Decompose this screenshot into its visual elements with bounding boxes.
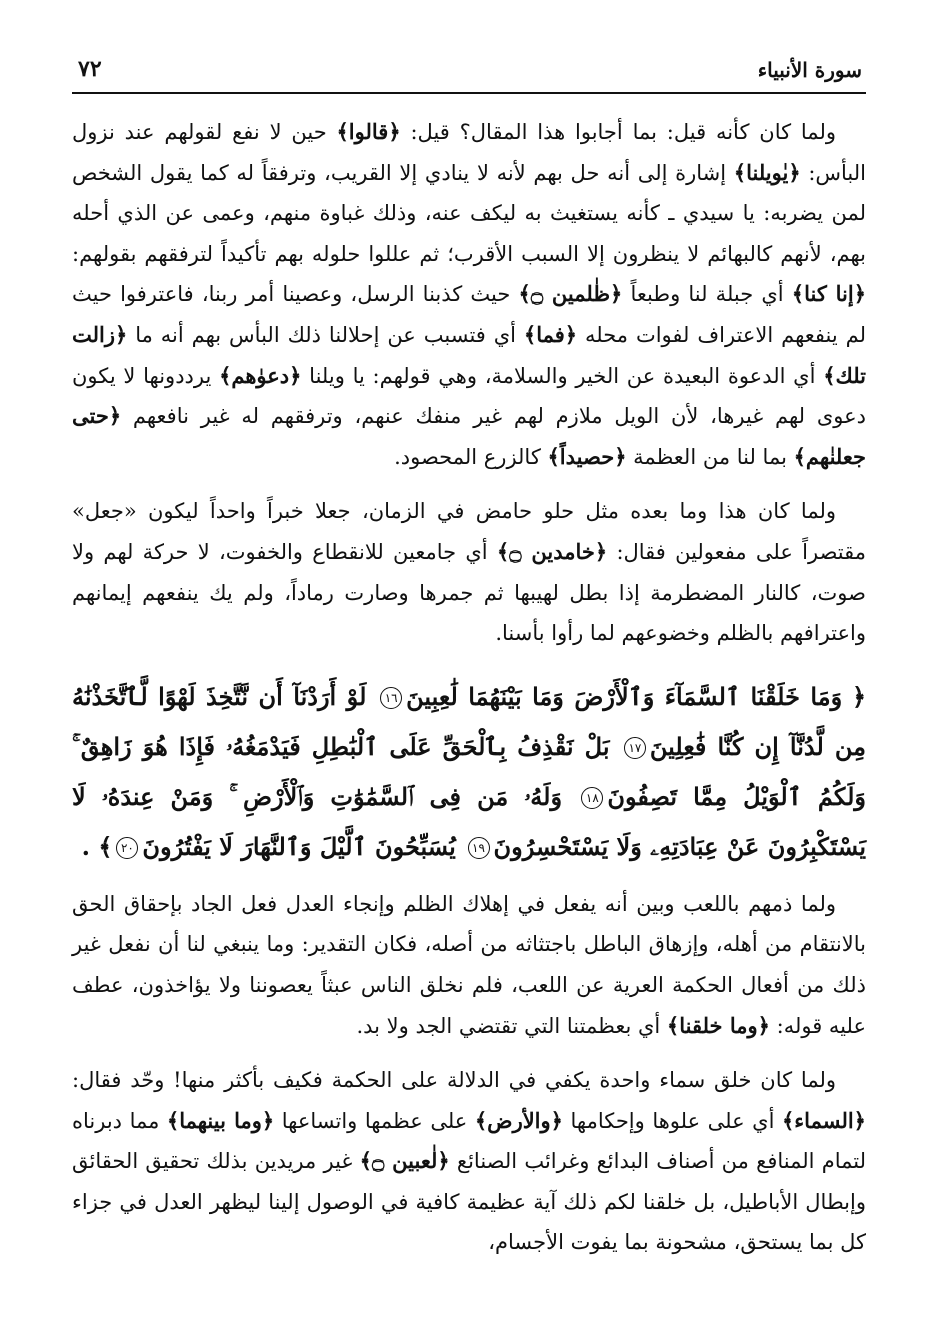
quran-quote: ﴿حتى جعلنٰهم﴾	[72, 403, 866, 469]
quran-quote: ﴿ظٰلمين ۝﴾	[518, 281, 623, 307]
text-run: أي جامعين للانقطاع والخفوت، لا حركة لهم ولا صوت، كالنار المضطرمة إذا بطل لهيبها ثم جمرها وصارت رماداً، ولم يك ينفعهم إيمانهم واعترافهم بالظلم وخضوعهم لما رأوا بأسنا.	[72, 539, 866, 646]
quran-quote: ﴿قالوا﴾	[336, 119, 401, 144]
page-number: ٧٢	[78, 56, 102, 82]
quran-quote: ﴿يٰويلنا﴾	[733, 159, 801, 185]
ayah-number-marker: ١٩	[468, 837, 490, 859]
quran-quote: ﴿والأرض﴾	[474, 1107, 563, 1133]
text-run: ولما ذمهم باللعب وبين أنه يفعل في إهلاك الظلم وإنجاء العدل فعل الجاد بإحقاق الحق بالانتقام من أهله، وإزهاق الباطل باجتثاثه من أصله، فكان التقدير: وما ينبغي لنا أن نفعل غير ذلك من أفعال الحكمة العرية عن اللعب، فلم نخلق الناس عبثاً يعصوننا ولا يؤاخذون، عطف عليه قوله:	[72, 891, 866, 1038]
quran-quote: ﴿خامدين ۝﴾	[496, 538, 608, 564]
page-body	[72, 112, 866, 1263]
text-run: أي الدعوة البعيدة عن الخير والسلامة، وهي قولهم: يا ويلنا	[301, 363, 824, 388]
quran-quote: ﴿إنا كنا﴾	[791, 281, 867, 307]
verse-16: وَمَا خَلَقْنَا ٱلسَّمَآءَ وَٱلْأَرْضَ وَمَا بَيْنَهُمَا لَٰعِبِينَ	[406, 681, 843, 711]
text-run: إشارة إلى أنه حل بهم لأنه لا ينادي إلا القريب، وترفقاً له كما يقول الشخص لمن يضربه: يا سيدي ـ كأنه يستغيث به ليكف عنه، وذلك غباوة منهم، وعمى عن الذي أحله بهم، لأنهم كالبهائم لا ينظرون إلا السبب الأقرب؛ ثم عللوا حلوله بهم تأكيداً لترفقهم بقولهم:	[72, 160, 866, 266]
verse-20: يُسَبِّحُونَ ٱلَّيْلَ وَٱلنَّهَارَ لَا يَفْتُرُونَ	[142, 831, 456, 861]
quran-quote: ﴿وما بينهما﴾	[166, 1107, 275, 1133]
commentary-paragraph-4	[72, 1060, 866, 1263]
verse-17: لَوْ أَرَدْنَآ أَن نَّتَّخِذَ لَهْوًا لَّٱتَّخَذْنَٰهُ مِن لَّدُنَّآ إِن كُنَّا فَٰعِلِينَ	[72, 681, 867, 761]
ayah-number-marker: ١٨	[581, 787, 603, 809]
text-run: على عظمها واتساعها	[274, 1108, 475, 1133]
commentary-paragraph-3	[72, 884, 866, 1046]
quran-quote: ﴿السماء﴾	[782, 1107, 866, 1133]
text-run: ولما كان هذا وما بعده مثل حلو حامض في الزمان، جعلا خبراً واحداً ليكون «جعل» مقتصراً على مفعولين فقال:	[72, 499, 866, 564]
text-run: حيث كذبنا الرسل، وعصينا أمر ربنا، فاعترفوا حيث لم ينفعهم الاعتراف لفوات محله	[72, 282, 866, 347]
quran-verses-block	[72, 672, 866, 872]
quran-quote: ﴿لٰعبين ۝﴾	[359, 1148, 450, 1174]
verse-18: بَلْ نَقْذِفُ بِٱلْحَقِّ عَلَى ٱلْبَٰطِلِ فَيَدْمَغُهُۥ فَإِذَا هُوَ زَاهِقٌ ۚ وَلَكُمُ ٱلْوَيْلُ مِمَّا تَصِفُونَ	[72, 731, 866, 811]
text-run: كالزرع المحصود.	[394, 444, 548, 469]
quran-quote: ﴿حصيداً﴾	[547, 443, 627, 469]
commentary-paragraph-1	[72, 112, 866, 477]
text-run: بما لنا من العظمة	[626, 444, 794, 469]
text-run: أي على علوها وإحكامها	[562, 1108, 782, 1133]
quran-quote: ﴿وما خلقنا﴾	[666, 1012, 770, 1038]
text-run: مما دبرناه لتمام المنافع من أصناف البدائع وغرائب الصنائع	[72, 1108, 866, 1174]
ayah-number-marker: ١٧	[624, 737, 646, 759]
text-run: يرددونها لا يكون دعوى لهم غيرها، لأن الويل ملازم لهم غير منفك عنهم، وترفقهم له غير نافعهم	[72, 363, 866, 429]
text-run: حين لا نفع لقولهم عند نزول البأس:	[72, 120, 866, 185]
ayah-number-marker: ٢٠	[116, 837, 138, 859]
verse-bracket-open: ﴿	[851, 681, 866, 711]
text-run: غير مريدين بذلك تحقيق الحقائق وإبطال الأباطيل، بل خلقنا لكم ذلك آية عظيمة كافية في الوصول إلينا ليظهر العدل في جزاء كل بما يستحق، مشحونة بما يفوت الأجسام،	[72, 1149, 866, 1255]
commentary-paragraph-2	[72, 491, 866, 653]
text-run: أي جبلة لنا وطبعاً	[622, 282, 792, 307]
verse-19: وَلَهُۥ مَن فِى ٱلسَّمَٰوَٰتِ وَٱلْأَرْضِ ۚ وَمَنْ عِندَهُۥ لَا يَسْتَكْبِرُونَ عَنْ عِبَادَتِهِۦ وَلَا يَسْتَحْسِرُونَ	[72, 781, 866, 861]
verse-bracket-close: ﴾ .	[81, 831, 113, 861]
text-run: ولما كان خلق سماء واحدة يكفي في الدلالة على الحكمة فكيف بأكثر منها! وحّد فقال:	[72, 1068, 836, 1093]
page-header	[72, 52, 866, 94]
text-run: ولما كان كأنه قيل: بما أجابوا هذا المقال؟ قيل:	[400, 120, 836, 144]
quran-quote: ﴿زالت تلك﴾	[72, 321, 866, 388]
text-run: أي فتسبب عن إحلالنا ذلك البأس بهم أنه ما	[127, 322, 524, 347]
text-run: أي بعظمتنا التي تقتضي الجد ولا بد.	[356, 1013, 667, 1038]
sura-title: سورة الأنبياء	[757, 58, 862, 82]
quran-quote: ﴿فما﴾	[523, 321, 578, 347]
ayah-number-marker: ١٦	[380, 687, 402, 709]
quran-quote: ﴿دعوٰهم﴾	[219, 362, 302, 388]
